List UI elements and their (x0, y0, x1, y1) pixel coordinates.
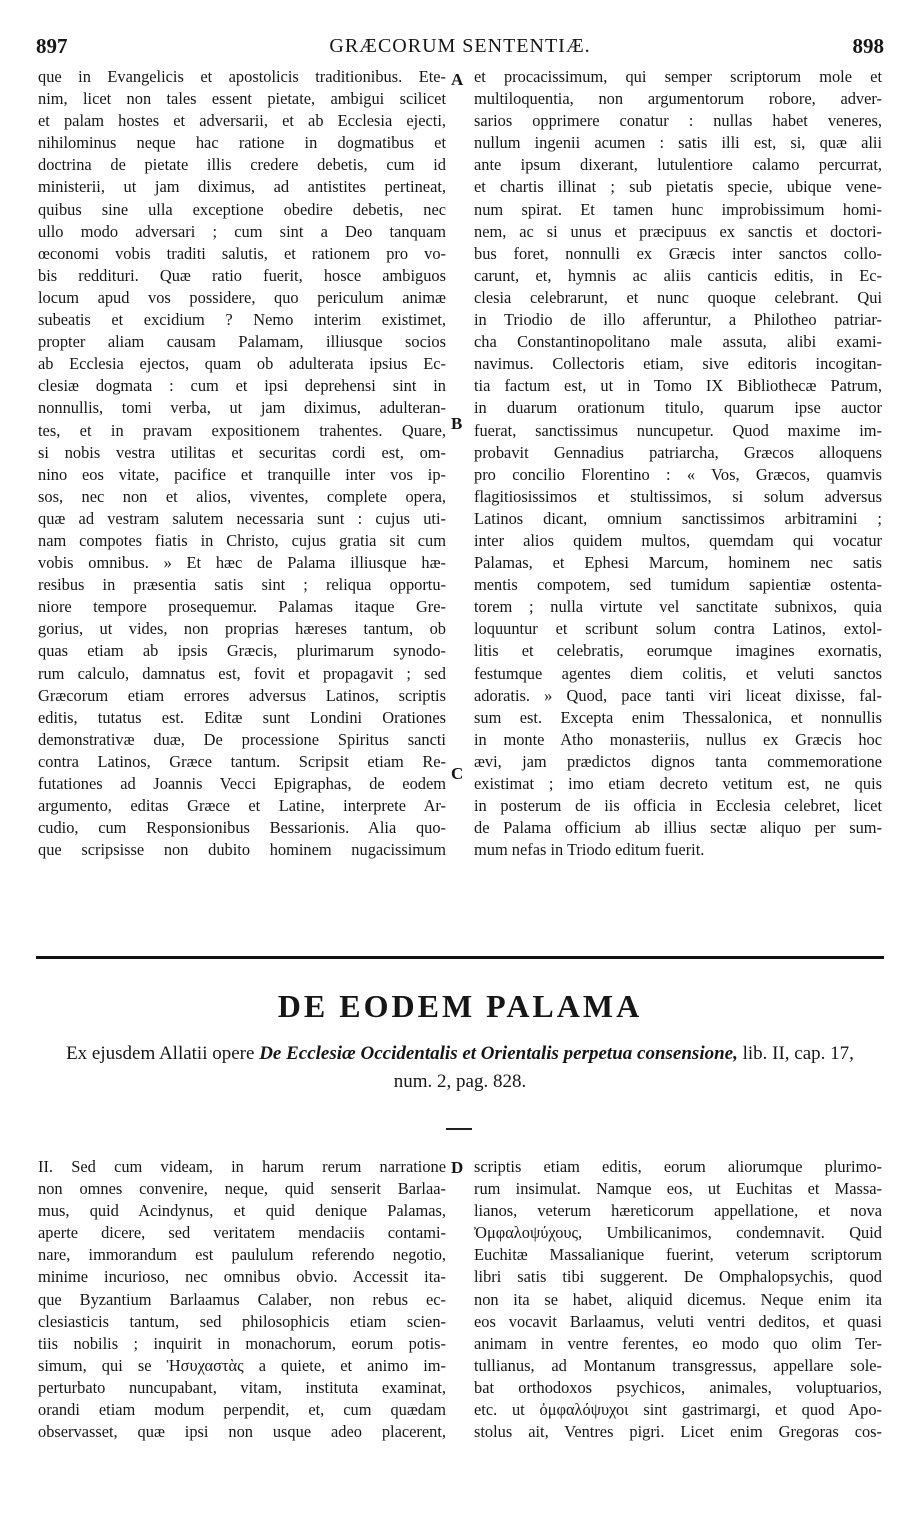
text-line: fuerat, sanctissimus nuncupetur. Quod maxime im- (474, 420, 882, 440)
text-line: adoratis. » Quod, pace tanti viri liceat dixisse, fal- (474, 685, 882, 705)
text-line: nim, licet non tales essent pietate, ambigui scilicet (38, 89, 446, 109)
text-line: nonnullis, tomi verba, ut jam diximus, adulteran- (38, 398, 446, 418)
text-line: mum nefas in Triodo editum fuerit. (474, 840, 705, 860)
text-line: que in Evangelicis et apostolicis traditionibus. Ete- (38, 67, 446, 86)
page-number-right: 898 (852, 34, 884, 58)
text-line: cudio, cum Responsionibus Bessarionis. Alia quo- (38, 818, 446, 838)
text-column-lower-right (474, 1156, 882, 1443)
text-line: Latinos dicant, omnium sanctissimos arbitramini ; (474, 508, 882, 528)
text-line: etc. ut ὀμφαλόψυχοι sint gastrimargi, et quod Apo- (474, 1400, 882, 1420)
text-line: propter aliam causam Palamam, illiusque socios (38, 332, 446, 352)
text-line: non omnes convenire, neque, quid senserit Barlaa- (38, 1179, 446, 1199)
text-line: Euchitæ Massalianique fuerint, veterum scriptorum (474, 1245, 882, 1265)
text-line: stolus ait, Ventres pigri. Licet enim Gregoras cos- (474, 1422, 882, 1442)
text-line: carunt, et, hymnis ac aliis canticis editis, in Ec- (474, 265, 882, 285)
text-line: Græcorum etiam errores adversus Latinos, scriptis (38, 685, 446, 705)
text-line: sos, nec non et alios, viventes, complete opera, (38, 486, 446, 506)
subtitle-reference: lib. II, cap. 17, num. 2, pag. 828. (393, 1043, 854, 1092)
text-line: resibus in præsentia satis sint ; reliqua opportu- (38, 575, 446, 595)
text-line: navimus. Collectoris etiam, sive editoris incogitan- (474, 354, 882, 374)
text-line: observasset, quæ ipsi non usque adeo placerent, (38, 1422, 446, 1442)
page-header (36, 34, 884, 64)
text-line: ævi, jam prædictos dignos tanta commemoratione (474, 751, 882, 771)
text-line: quas etiam ab ipsis Græcis, plurimarum synodo- (38, 641, 446, 661)
text-line: bus foret, nonnulli ex Græcis inter sanctos collo- (474, 243, 882, 263)
text-line: et palam hostes et adversarii, et ab Ecclesia ejecti, (38, 111, 446, 131)
margin-letter-c: C (451, 764, 464, 783)
text-line: eos vocavit Barlaamus, veluti ventri deditos, et quasi (474, 1311, 882, 1331)
text-line: de Palama officium ab illius sectæ aliquo per sum- (474, 818, 882, 838)
text-line: vobis omnibus. » Et hæc de Palama illiusque hæ- (38, 553, 446, 573)
margin-letter-b: B (451, 414, 463, 433)
text-line: ante ipsum dixerant, lutulentiore calamo percurrat, (474, 155, 882, 175)
text-line: non ita se habet, aliquid dicemus. Neque enim ita (474, 1289, 882, 1309)
text-line: rum insimulat. Namque eos, ut Euchitas et Massa- (474, 1179, 882, 1199)
text-line: et chartis illinat ; sub pietatis specie, ubique vene- (474, 177, 882, 197)
text-line: in duarum orationum titulo, quarum ipse auctor (474, 398, 882, 418)
text-line: flagitiosissimos et stultissimos, si solum adversus (474, 486, 882, 506)
subtitle-work-title: De Ecclesiæ Occidentalis et Orientalis perpetua consensione, (259, 1043, 738, 1064)
text-line: aperte dicere, sed veritatem mendaciis contami- (38, 1223, 446, 1243)
text-line: ministerii, ut jam diximus, ad antistites pertineat, (38, 177, 446, 197)
text-line: et procacissimum, qui semper scriptorum mole et (474, 67, 882, 86)
text-line: sum est. Excepta enim Thessalonica, et nonnullis (474, 707, 882, 727)
text-line: perturbato nuncupabant, vitam, instituta examinat, (38, 1377, 446, 1397)
text-line: tullianus, ad Montanum transgressus, appellare sole- (474, 1355, 882, 1375)
text-line: orandi etiam modum perpendit, et, cum quædam (38, 1400, 446, 1420)
text-line: argumento, editas Græce et Latine, interprete Ar- (38, 796, 446, 816)
text-line: nino eos vitate, pacifice et tranquille inter vos ip- (38, 464, 446, 484)
text-line: minime incurioso, nec omnibus obvio. Accessit ita- (38, 1267, 446, 1287)
section-subtitle (60, 1040, 860, 1096)
text-line: inter alios quidem multos, quemdam qui vocatur (474, 530, 882, 550)
text-line: ab Ecclesia ejectos, quam ob adulterata ipsius Ec- (38, 354, 446, 374)
text-line: œconomi vobis traditi salutis, et rationem pro vo- (38, 243, 446, 263)
text-column-lower-left (38, 1156, 446, 1443)
text-line: clesiasticis tantum, sed philosophicis etiam scien- (38, 1311, 446, 1331)
text-line: tia factum est, ut in Tomo IX Bibliothecæ Patrum, (474, 376, 882, 396)
text-line: niore tempore prosequemur. Palamas itaque Gre- (38, 597, 446, 617)
short-dash-rule (446, 1128, 472, 1130)
text-line: in monte Atho monasteriis, nullus ex Græcis hoc (474, 729, 882, 749)
text-line: pro concilio Florentino : « Vos, Græcos, quamvis (474, 464, 882, 484)
text-line: que Byzantium Barlaamus Calaber, non rebus ec- (38, 1289, 446, 1309)
text-line: torem ; nulla virtute vel sanctitate subnixos, quia (474, 597, 882, 617)
text-line: festumque agentes diem colitis, et veluti sanctos (474, 663, 882, 683)
text-line: subeatis et excidium ? Nemo interim existimet, (38, 310, 446, 330)
text-line: demonstrativæ duæ, De processione Spiritus sancti (38, 729, 446, 749)
text-line: litis et celebratis, eorumque imagines exornatis, (474, 641, 882, 661)
text-line: futationes ad Joannis Vecci Epigraphas, de eodem (38, 774, 446, 793)
text-column-upper-right (474, 66, 882, 861)
text-line: animam in ventre ferentes, eo modo quo olim Ter- (474, 1333, 882, 1353)
text-line: num spirat. Et tamen hunc improbissimum homi- (474, 199, 882, 219)
text-line: probavit Gennadius patriarcha, Græcos alloquens (474, 442, 882, 462)
text-line: II. Sed cum videam, in harum rerum narratione (38, 1157, 446, 1176)
text-line: nihilominus neque hac ratione in dogmatibus et (38, 133, 446, 153)
text-line: lianos, veterum hæreticorum appellatione, et nova (474, 1201, 882, 1221)
subtitle-prefix: Ex ejusdem Allatii opere (66, 1043, 260, 1064)
text-line: tiis nobilis ; inquirit in monachorum, eorum potis- (38, 1333, 446, 1353)
text-line: contra Latinos, Græce tantum. Scripsit etiam Re- (38, 751, 446, 771)
text-line: sarios opprimere conatur : nullas habet veneres, (474, 111, 882, 131)
text-line: nare, immorandum est paululum referendo negotio, (38, 1245, 446, 1265)
page-number-left: 897 (36, 34, 68, 58)
text-line: libri satis tibi suggerent. De Omphalopsychis, quod (474, 1267, 882, 1287)
text-column-upper-left (38, 66, 446, 861)
text-line: in posterum de iis officia in Ecclesia celebret, licet (474, 796, 882, 816)
text-line: locum apud vos possidere, quo periculum animæ (38, 287, 446, 307)
text-line: mus, quid Acindynus, et quid denique Palamas, (38, 1201, 446, 1221)
text-line: quæ ad vestram salutem necessaria sunt : cujus uti- (38, 508, 446, 528)
text-line: doctrina de pietate illis credere debetis, cum id (38, 155, 446, 175)
text-line: in Triodio de illo afferuntur, a Philotheo patriar- (474, 310, 882, 330)
text-line: tes, et in pravam expositionem trahentes. Quare, (38, 420, 446, 440)
text-line: si nobis vestra utilitas et securitas cordi est, om- (38, 442, 446, 462)
text-line: gorius, ut vides, non proprias hæreses tantum, ob (38, 619, 446, 639)
margin-letter-a: A (451, 70, 464, 89)
text-line: loquuntur et scribunt solum contra Latinos, extol- (474, 619, 882, 639)
text-line: multiloquentia, non argumentorum robore, adver- (474, 89, 882, 109)
text-line: ullo modo adversari ; cum sint a Deo tanquam (38, 221, 446, 241)
text-line: clesia celebrarunt, et nunc quoque celebrant. Qui (474, 287, 882, 307)
section-title: DE EODEM PALAMA (277, 988, 643, 1024)
running-title: GRÆCORUM SENTENTIÆ. (329, 35, 591, 57)
section-divider-rule (36, 956, 884, 959)
text-line: rum calculo, damnatus est, fovit et propagavit ; sed (38, 663, 446, 683)
text-line: scriptis etiam editis, eorum aliorumque plurimo- (474, 1157, 882, 1176)
text-line: mentis compotem, sed tumidum sapientiæ ostenta- (474, 575, 882, 595)
text-line: bat orthodoxos psychicos, animales, voluptuarios, (474, 1377, 882, 1397)
text-line: que scripsisse non dubito hominem nugacissimum (38, 840, 446, 860)
text-line: existimat ; imo etiam decreto vetitum est, ne quis (474, 774, 882, 793)
text-line: quibus sine ulla exceptione obedire debetis, nec (38, 199, 446, 219)
text-line: bis reddituri. Quæ ratio fuerit, hosce ambiguos (38, 265, 446, 285)
text-line: editis, tutatus est. Editæ sunt Londini Orationes (38, 707, 446, 727)
text-line: cha Constantinopolitano male assuta, alibi exami- (474, 332, 882, 352)
text-line: simum, qui se Ἡσυχαστὰς a quiete, et animo im- (38, 1355, 446, 1375)
text-line: nam compotes fiatis in Christo, cujus gratia sit cum (38, 530, 446, 550)
text-line: clesiæ dogmata : cum et ipsi deprehensi sint in (38, 376, 446, 396)
text-line: Ὀμφαλοψύχους, Umbilicanimos, condemnavit. Quid (474, 1223, 882, 1243)
text-line: nem, ac si unus et præcipuus ex sanctis et doctori- (474, 221, 882, 241)
text-line: nullum ingenii acumen : satis illi est, si, quæ alii (474, 133, 882, 153)
text-line: Palamas, et Ephesi Marcum, hominem nec satis (474, 553, 882, 573)
margin-letter-d: D (451, 1158, 464, 1177)
